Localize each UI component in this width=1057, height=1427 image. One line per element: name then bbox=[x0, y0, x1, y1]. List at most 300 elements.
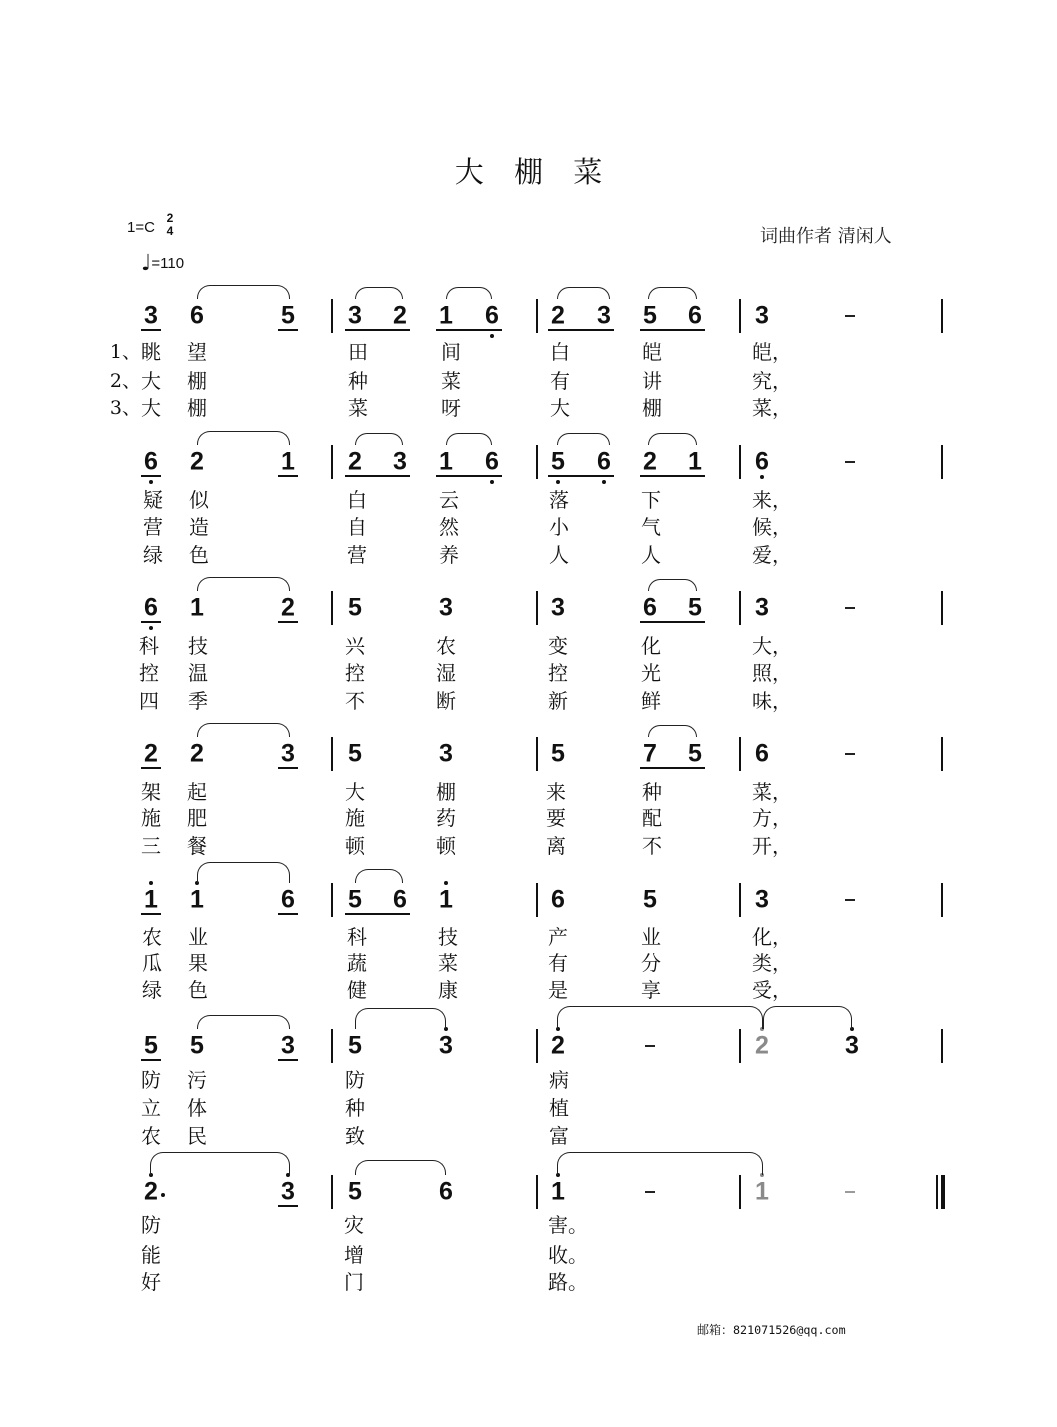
lyric-syllable: 健 bbox=[347, 978, 367, 1002]
note-5: 5 bbox=[551, 447, 565, 476]
lyric-syllable: 药 bbox=[436, 806, 456, 830]
lyric-syllable: 白 bbox=[347, 488, 367, 512]
barline bbox=[536, 1175, 538, 1209]
note-6: 6 bbox=[281, 885, 295, 914]
slur bbox=[648, 433, 697, 445]
eighth-underline bbox=[640, 475, 705, 477]
note-5: 5 bbox=[348, 885, 362, 914]
eighth-underline bbox=[345, 475, 410, 477]
lyric-syllable: 来 bbox=[546, 780, 566, 804]
slur bbox=[197, 285, 290, 299]
lyric-syllable: 新 bbox=[548, 689, 568, 713]
slur bbox=[557, 433, 610, 445]
lyric-syllable: 收。 bbox=[548, 1243, 588, 1267]
lyric-syllable: 配 bbox=[642, 806, 662, 830]
eighth-underline bbox=[278, 329, 298, 331]
note-6: 6 bbox=[144, 447, 158, 476]
lyric-syllable: 光 bbox=[641, 661, 661, 685]
slur bbox=[197, 862, 290, 883]
barline bbox=[536, 591, 538, 625]
lyric-syllable: 科 bbox=[139, 634, 159, 658]
barline bbox=[941, 737, 943, 771]
lyric-syllable: 业 bbox=[188, 925, 208, 949]
lyric-syllable: 味， bbox=[752, 689, 792, 713]
lyric-syllable: 好 bbox=[141, 1270, 161, 1294]
note-5: 5 bbox=[348, 739, 362, 768]
barline bbox=[739, 737, 741, 771]
note-1: 1 bbox=[439, 885, 453, 914]
lyric-syllable: 究， bbox=[752, 369, 792, 393]
slur bbox=[648, 287, 697, 299]
barline bbox=[739, 445, 741, 479]
note-6: 6 bbox=[755, 447, 769, 476]
note-3: 3 bbox=[281, 1177, 295, 1206]
eighth-underline bbox=[141, 621, 161, 623]
barline bbox=[941, 445, 943, 479]
lyric-syllable: 气 bbox=[641, 515, 661, 539]
lyric-syllable: 候， bbox=[752, 515, 792, 539]
lyric-syllable: 小 bbox=[549, 515, 569, 539]
lyric-syllable: 棚 bbox=[436, 780, 456, 804]
note-5: 5 bbox=[643, 301, 657, 330]
lyric-syllable: 有 bbox=[548, 951, 568, 975]
lyric-syllable: 四 bbox=[139, 689, 159, 713]
eighth-underline bbox=[141, 475, 161, 477]
lyric-syllable: 享 bbox=[641, 978, 661, 1002]
low-octave-dot bbox=[149, 480, 153, 484]
barline bbox=[536, 1029, 538, 1063]
verse-number: 1、 bbox=[109, 341, 141, 363]
barline bbox=[536, 737, 538, 771]
note-5: 5 bbox=[551, 739, 565, 768]
lyric-syllable: 疑 bbox=[143, 488, 163, 512]
note-1: 1 bbox=[190, 593, 204, 622]
lyric-syllable: 菜 bbox=[438, 951, 458, 975]
slur bbox=[150, 1152, 290, 1175]
lyric-syllable: 施 bbox=[141, 806, 161, 830]
lyric-syllable: 皑 bbox=[642, 340, 662, 364]
hold-dash bbox=[845, 1191, 855, 1193]
slur bbox=[197, 577, 290, 591]
note-6: 6 bbox=[485, 301, 499, 330]
lyric-syllable: 控 bbox=[548, 661, 568, 685]
email-label: 邮箱： bbox=[697, 1323, 734, 1337]
note-6: 6 bbox=[688, 301, 702, 330]
lyric-syllable: 造 bbox=[189, 515, 209, 539]
lyric-syllable: 方， bbox=[752, 806, 792, 830]
lyric-syllable: 化 bbox=[641, 634, 661, 658]
lyric-syllable: 大， bbox=[752, 634, 792, 658]
lyric-syllable: 不 bbox=[642, 834, 662, 858]
note-3: 3 bbox=[348, 301, 362, 330]
lyric-syllable: 富 bbox=[549, 1124, 569, 1148]
lyric-syllable: 产 bbox=[548, 925, 568, 949]
note-5: 5 bbox=[643, 885, 657, 914]
note-5: 5 bbox=[348, 1177, 362, 1206]
note-6: 6 bbox=[393, 885, 407, 914]
lyric-syllable: 下 bbox=[641, 488, 661, 512]
eighth-underline bbox=[345, 913, 410, 915]
lyric-syllable: 起 bbox=[187, 780, 207, 804]
tempo-value: =110 bbox=[151, 255, 185, 272]
lyric-syllable: 瓜 bbox=[142, 951, 162, 975]
lyric-syllable: 能 bbox=[141, 1243, 161, 1267]
eighth-underline bbox=[436, 329, 502, 331]
lyric-syllable: 立 bbox=[141, 1096, 161, 1120]
lyric-syllable: 科 bbox=[347, 925, 367, 949]
eighth-underline bbox=[141, 913, 161, 915]
slur bbox=[197, 431, 290, 445]
eighth-underline bbox=[278, 1059, 298, 1061]
note-2: 2 bbox=[551, 301, 565, 330]
lyric-syllable: 施 bbox=[345, 806, 365, 830]
note-3: 3 bbox=[551, 593, 565, 622]
note-1: 1 bbox=[281, 447, 295, 476]
lyric-syllable: 大 bbox=[141, 396, 161, 420]
lyric-syllable: 防 bbox=[141, 1213, 161, 1237]
eighth-underline bbox=[548, 329, 614, 331]
lyric-syllable: 变 bbox=[548, 634, 568, 658]
lyric-syllable: 营 bbox=[347, 543, 367, 567]
note-3: 3 bbox=[144, 301, 158, 330]
eighth-underline bbox=[548, 475, 614, 477]
lyric-syllable: 云 bbox=[439, 488, 459, 512]
slur bbox=[446, 433, 492, 445]
note-2: 2 bbox=[281, 593, 295, 622]
note-6: 6 bbox=[190, 301, 204, 330]
barline bbox=[331, 737, 333, 771]
note-1: 1 bbox=[439, 301, 453, 330]
note-3: 3 bbox=[845, 1031, 859, 1060]
low-octave-dot bbox=[490, 334, 494, 338]
time-signature-top: 2 bbox=[166, 211, 174, 225]
final-barline-thin bbox=[936, 1175, 938, 1209]
lyric-syllable: 分 bbox=[641, 951, 661, 975]
eighth-underline bbox=[278, 475, 298, 477]
lyric-syllable: 白 bbox=[550, 340, 570, 364]
lyric-syllable: 大 bbox=[550, 396, 570, 420]
hold-dash bbox=[645, 1045, 655, 1047]
lyric-syllable: 餐 bbox=[187, 834, 207, 858]
lyric-syllable: 绿 bbox=[143, 543, 163, 567]
lyric-syllable: 技 bbox=[438, 925, 458, 949]
barline bbox=[536, 883, 538, 917]
lyric-syllable: 落 bbox=[549, 488, 569, 512]
lyric-syllable: 民 bbox=[187, 1124, 207, 1148]
lyric-syllable: 控 bbox=[345, 661, 365, 685]
note-3: 3 bbox=[439, 1031, 453, 1060]
lyric-syllable: 菜， bbox=[752, 780, 792, 804]
note-3: 3 bbox=[281, 1031, 295, 1060]
note-2: 2 bbox=[755, 1031, 769, 1060]
time-signature bbox=[164, 212, 176, 238]
note-2: 2 bbox=[643, 447, 657, 476]
hold-dash bbox=[845, 607, 855, 609]
note-3: 3 bbox=[597, 301, 611, 330]
lyric-syllable: 自 bbox=[347, 515, 367, 539]
lyric-syllable: 爱， bbox=[752, 543, 792, 567]
lyric-syllable: 然 bbox=[439, 515, 459, 539]
note-5: 5 bbox=[688, 739, 702, 768]
lyric-syllable: 要 bbox=[546, 806, 566, 830]
eighth-underline bbox=[640, 767, 705, 769]
lyric-syllable: 蔬 bbox=[347, 951, 367, 975]
note-1: 1 bbox=[190, 885, 204, 914]
key-signature: 1=C bbox=[127, 219, 155, 236]
lyric-syllable: 技 bbox=[188, 634, 208, 658]
note-5: 5 bbox=[688, 593, 702, 622]
barline bbox=[536, 299, 538, 333]
barline bbox=[941, 883, 943, 917]
lyric-syllable: 三 bbox=[141, 834, 161, 858]
lyric-syllable: 路。 bbox=[548, 1270, 588, 1294]
note-2: 2 bbox=[551, 1031, 565, 1060]
low-octave-dot bbox=[149, 626, 153, 630]
note-3: 3 bbox=[439, 593, 453, 622]
lyric-syllable: 色 bbox=[188, 978, 208, 1002]
note-5: 5 bbox=[144, 1031, 158, 1060]
eighth-underline bbox=[278, 913, 298, 915]
note-1: 1 bbox=[439, 447, 453, 476]
note-2: 2 bbox=[348, 447, 362, 476]
lyric-syllable: 农 bbox=[142, 925, 162, 949]
barline bbox=[331, 883, 333, 917]
lyric-syllable: 种 bbox=[642, 780, 662, 804]
lyric-syllable: 呀 bbox=[441, 396, 461, 420]
lyric-syllable: 种 bbox=[345, 1096, 365, 1120]
barline bbox=[941, 591, 943, 625]
note-5: 5 bbox=[281, 301, 295, 330]
lyric-syllable: 季 bbox=[188, 689, 208, 713]
lyric-syllable: 照， bbox=[752, 661, 792, 685]
note-2: 2 bbox=[144, 1177, 158, 1206]
lyric-syllable: 湿 bbox=[436, 661, 456, 685]
lyric-syllable: 棚 bbox=[187, 396, 207, 420]
barline bbox=[331, 445, 333, 479]
low-octave-dot bbox=[602, 480, 606, 484]
lyric-syllable: 防 bbox=[345, 1068, 365, 1092]
note-3: 3 bbox=[439, 739, 453, 768]
lyric-syllable: 是 bbox=[548, 978, 568, 1002]
eighth-underline bbox=[141, 329, 161, 331]
note-1: 1 bbox=[688, 447, 702, 476]
lyric-syllable: 色 bbox=[189, 543, 209, 567]
lyric-syllable: 温 bbox=[188, 661, 208, 685]
barline bbox=[941, 299, 943, 333]
lyric-syllable: 体 bbox=[187, 1096, 207, 1120]
eighth-underline bbox=[141, 767, 161, 769]
lyric-syllable: 架 bbox=[141, 780, 161, 804]
slur bbox=[763, 1006, 852, 1029]
lyric-syllable: 控 bbox=[139, 661, 159, 685]
barline bbox=[331, 299, 333, 333]
slur bbox=[557, 1152, 763, 1175]
eighth-underline bbox=[278, 621, 298, 623]
slur bbox=[355, 287, 403, 299]
hold-dash bbox=[845, 899, 855, 901]
lyric-syllable: 灾 bbox=[344, 1213, 364, 1237]
lyric-syllable: 望 bbox=[187, 340, 207, 364]
lyric-syllable: 菜 bbox=[441, 369, 461, 393]
note-2: 2 bbox=[190, 447, 204, 476]
note-6: 6 bbox=[144, 593, 158, 622]
note-3: 3 bbox=[755, 885, 769, 914]
lyric-syllable: 受， bbox=[752, 978, 792, 1002]
quarter-note-icon: ♩ bbox=[141, 251, 152, 276]
low-octave-dot bbox=[490, 480, 494, 484]
lyric-syllable: 似 bbox=[189, 488, 209, 512]
note-7: 7 bbox=[643, 739, 657, 768]
lyric-syllable: 病 bbox=[549, 1068, 569, 1092]
lyric-syllable: 棚 bbox=[187, 369, 207, 393]
lyric-syllable: 棚 bbox=[642, 396, 662, 420]
slur bbox=[355, 1008, 446, 1029]
lyric-syllable: 污 bbox=[187, 1068, 207, 1092]
barline bbox=[331, 591, 333, 625]
lyric-syllable: 营 bbox=[143, 515, 163, 539]
eighth-underline bbox=[141, 1059, 161, 1061]
lyric-syllable: 康 bbox=[438, 978, 458, 1002]
low-octave-dot bbox=[556, 480, 560, 484]
barline bbox=[739, 299, 741, 333]
slur bbox=[355, 433, 403, 445]
lyric-syllable: 果 bbox=[188, 951, 208, 975]
note-6: 6 bbox=[485, 447, 499, 476]
eighth-underline bbox=[278, 767, 298, 769]
lyric-syllable: 肥 bbox=[187, 806, 207, 830]
lyric-syllable: 业 bbox=[641, 925, 661, 949]
verse-number: 2、 bbox=[109, 370, 141, 392]
lyric-syllable: 防 bbox=[141, 1068, 161, 1092]
lyric-syllable: 大 bbox=[345, 780, 365, 804]
low-octave-dot bbox=[760, 475, 764, 479]
lyric-syllable: 人 bbox=[641, 543, 661, 567]
lyric-syllable: 植 bbox=[549, 1096, 569, 1120]
lyric-syllable: 讲 bbox=[642, 369, 662, 393]
lyric-syllable: 开， bbox=[752, 834, 792, 858]
lyric-syllable: 化， bbox=[752, 925, 792, 949]
lyric-syllable: 田 bbox=[348, 340, 368, 364]
lyric-syllable: 种 bbox=[348, 369, 368, 393]
verse-number: 3、 bbox=[109, 397, 141, 419]
note-1: 1 bbox=[551, 1177, 565, 1206]
footer-contact bbox=[697, 1322, 846, 1338]
lyric-syllable: 鲜 bbox=[641, 689, 661, 713]
barline bbox=[739, 1175, 741, 1209]
augmentation-dot bbox=[161, 1193, 165, 1197]
final-barline-thick bbox=[941, 1175, 945, 1209]
note-6: 6 bbox=[597, 447, 611, 476]
barline bbox=[739, 883, 741, 917]
note-1: 1 bbox=[755, 1177, 769, 1206]
slur bbox=[648, 579, 697, 591]
barline bbox=[739, 591, 741, 625]
slur bbox=[197, 723, 290, 737]
lyric-syllable: 顿 bbox=[345, 834, 365, 858]
lyric-syllable: 离 bbox=[546, 834, 566, 858]
lyric-syllable: 菜 bbox=[348, 396, 368, 420]
lyric-syllable: 大 bbox=[141, 369, 161, 393]
eighth-underline bbox=[640, 329, 705, 331]
hold-dash bbox=[645, 1191, 655, 1193]
lyric-syllable: 人 bbox=[549, 543, 569, 567]
lyric-syllable: 皑， bbox=[752, 340, 792, 364]
hold-dash bbox=[845, 315, 855, 317]
note-2: 2 bbox=[190, 739, 204, 768]
lyric-syllable: 来， bbox=[752, 488, 792, 512]
note-5: 5 bbox=[190, 1031, 204, 1060]
song-title: 大 棚 菜 bbox=[454, 155, 603, 189]
lyric-syllable: 害。 bbox=[548, 1213, 588, 1237]
barline bbox=[739, 1029, 741, 1063]
high-octave-dot bbox=[444, 881, 448, 885]
lyric-syllable: 养 bbox=[439, 543, 459, 567]
lyric-syllable: 间 bbox=[441, 340, 461, 364]
barline bbox=[941, 1029, 943, 1063]
tempo-marking bbox=[141, 252, 184, 276]
eighth-underline bbox=[278, 1205, 298, 1207]
lyric-syllable: 有 bbox=[550, 369, 570, 393]
barline bbox=[331, 1029, 333, 1063]
note-5: 5 bbox=[348, 1031, 362, 1060]
lyric-syllable: 类， bbox=[752, 951, 792, 975]
slur bbox=[197, 1015, 290, 1029]
note-6: 6 bbox=[551, 885, 565, 914]
eighth-underline bbox=[640, 621, 705, 623]
lyric-syllable: 不 bbox=[345, 689, 365, 713]
note-3: 3 bbox=[393, 447, 407, 476]
note-5: 5 bbox=[348, 593, 362, 622]
slur bbox=[355, 869, 403, 883]
lyric-syllable: 兴 bbox=[345, 634, 365, 658]
slur bbox=[446, 287, 492, 299]
lyric-syllable: 增 bbox=[344, 1243, 364, 1267]
lyric-syllable: 农 bbox=[141, 1124, 161, 1148]
high-octave-dot bbox=[149, 881, 153, 885]
lyric-syllable: 顿 bbox=[436, 834, 456, 858]
lyric-syllable: 农 bbox=[436, 634, 456, 658]
slur bbox=[557, 287, 610, 299]
note-2: 2 bbox=[144, 739, 158, 768]
lyric-syllable: 菜， bbox=[752, 396, 792, 420]
slur bbox=[355, 1160, 446, 1175]
time-signature-bottom: 4 bbox=[166, 224, 174, 238]
note-3: 3 bbox=[281, 739, 295, 768]
lyric-syllable: 致 bbox=[345, 1124, 365, 1148]
lyric-syllable: 门 bbox=[344, 1270, 364, 1294]
note-6: 6 bbox=[643, 593, 657, 622]
note-1: 1 bbox=[144, 885, 158, 914]
composer-credit: 词曲作者 清闲人 bbox=[760, 226, 892, 247]
note-6: 6 bbox=[755, 739, 769, 768]
slur bbox=[557, 1006, 763, 1029]
note-6: 6 bbox=[439, 1177, 453, 1206]
eighth-underline bbox=[345, 329, 410, 331]
lyric-syllable: 绿 bbox=[142, 978, 162, 1002]
barline bbox=[536, 445, 538, 479]
lyric-syllable: 断 bbox=[436, 689, 456, 713]
lyric-syllable: 眺 bbox=[141, 340, 161, 364]
email-address: 821071526@qq.com bbox=[733, 1323, 846, 1337]
note-2: 2 bbox=[393, 301, 407, 330]
hold-dash bbox=[845, 461, 855, 463]
hold-dash bbox=[845, 753, 855, 755]
eighth-underline bbox=[436, 475, 502, 477]
note-3: 3 bbox=[755, 301, 769, 330]
barline bbox=[331, 1175, 333, 1209]
note-3: 3 bbox=[755, 593, 769, 622]
slur bbox=[648, 725, 697, 737]
